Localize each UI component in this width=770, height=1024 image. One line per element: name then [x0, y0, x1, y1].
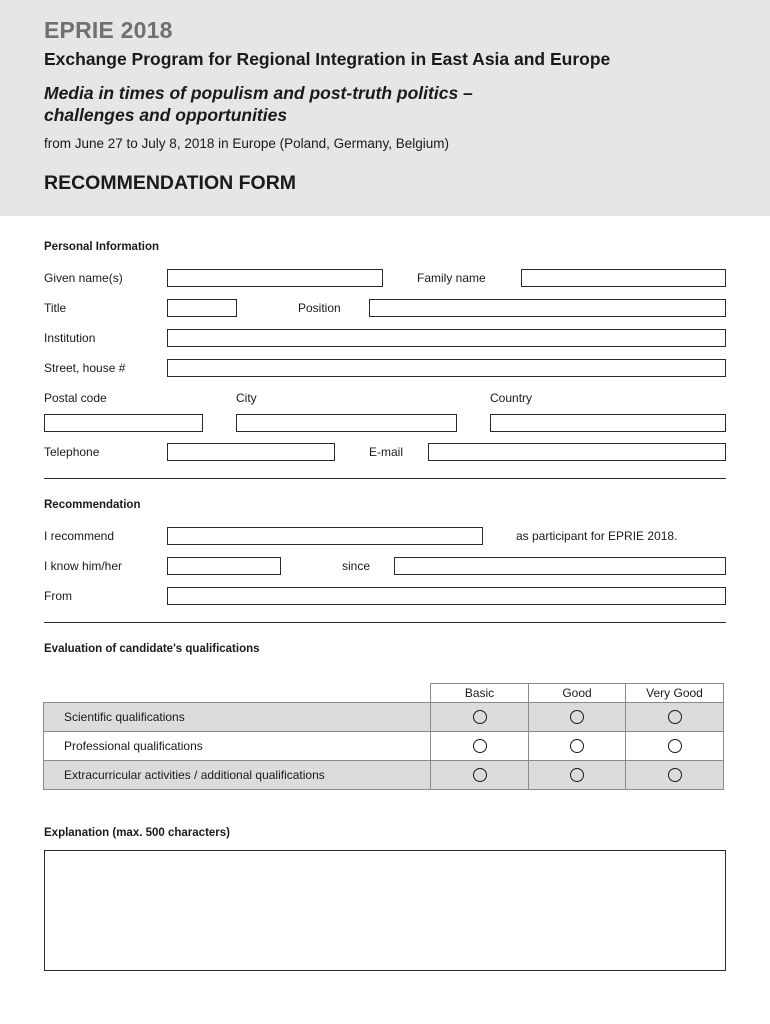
from-field[interactable]: [167, 587, 726, 605]
country-field[interactable]: [490, 414, 726, 432]
city-field[interactable]: [236, 414, 457, 432]
given-name-field[interactable]: [167, 269, 383, 287]
email-field[interactable]: [428, 443, 726, 461]
since-label: since: [342, 559, 371, 573]
telephone-label: Telephone: [44, 445, 100, 459]
recommend-label: I recommend: [44, 529, 115, 543]
city-label: City: [236, 391, 257, 405]
evaluation-heading: Evaluation of candidate's qualifications: [44, 643, 260, 655]
form-title: RECOMMENDATION FORM: [44, 172, 297, 194]
program-subtitle: Exchange Program for Regional Integration in East Asia and Europe: [44, 49, 611, 69]
explanation-heading: Explanation (max. 500 characters): [44, 827, 230, 839]
radio-scientific-very-good[interactable]: [668, 710, 682, 724]
section-divider: [44, 478, 726, 479]
since-field[interactable]: [394, 557, 726, 575]
country-label: Country: [490, 391, 533, 405]
radio-scientific-good[interactable]: [570, 710, 584, 724]
family-name-field[interactable]: [521, 269, 726, 287]
row-label-extracurricular: Extracurricular activities / additional qualifications: [44, 761, 431, 790]
position-label: Position: [298, 301, 341, 315]
column-header-basic: Basic: [431, 684, 529, 703]
program-title: EPRIE 2018: [44, 17, 173, 43]
radio-scientific-basic[interactable]: [473, 710, 487, 724]
postal-code-label: Postal code: [44, 391, 107, 405]
email-label: E-mail: [369, 445, 404, 459]
participant-text: as participant for EPRIE 2018.: [516, 529, 678, 543]
radio-professional-good[interactable]: [570, 739, 584, 753]
program-theme: [44, 82, 473, 126]
row-label-scientific: Scientific qualifications: [44, 703, 431, 732]
from-label: From: [44, 589, 72, 603]
recommendation-heading: Recommendation: [44, 499, 141, 511]
radio-professional-very-good[interactable]: [668, 739, 682, 753]
table-row: [44, 732, 724, 761]
given-name-label: Given name(s): [44, 271, 123, 285]
radio-extracurricular-good[interactable]: [570, 768, 584, 782]
institution-field[interactable]: [167, 329, 726, 347]
position-field[interactable]: [369, 299, 726, 317]
section-divider: [44, 622, 726, 623]
institution-label: Institution: [44, 331, 96, 345]
table-row: [44, 703, 724, 732]
personal-info-heading: Personal Information: [44, 241, 160, 253]
program-theme-line-2: challenges and opportunities: [44, 105, 288, 125]
radio-extracurricular-basic[interactable]: [473, 768, 487, 782]
family-name-label: Family name: [417, 271, 486, 285]
explanation-textarea[interactable]: [44, 850, 726, 971]
telephone-field[interactable]: [167, 443, 335, 461]
evaluation-table: [43, 683, 724, 790]
table-row: [44, 761, 724, 790]
program-theme-line-1: Media in times of populism and post-truth politics –: [44, 83, 473, 103]
know-relation-field[interactable]: [167, 557, 281, 575]
know-since-label: I know him/her: [44, 559, 123, 573]
postal-code-field[interactable]: [44, 414, 203, 432]
column-header-very-good: Very Good: [626, 684, 724, 703]
radio-professional-basic[interactable]: [473, 739, 487, 753]
radio-extracurricular-very-good[interactable]: [668, 768, 682, 782]
title-field[interactable]: [167, 299, 237, 317]
column-header-good: Good: [529, 684, 626, 703]
street-field[interactable]: [167, 359, 726, 377]
row-label-professional: Professional qualifications: [44, 732, 431, 761]
street-label: Street, house #: [44, 361, 126, 375]
program-dates: from June 27 to July 8, 2018 in Europe (Poland, Germany, Belgium): [44, 136, 449, 151]
title-label: Title: [44, 301, 67, 315]
recommend-field[interactable]: [167, 527, 483, 545]
table-corner: [44, 684, 431, 703]
